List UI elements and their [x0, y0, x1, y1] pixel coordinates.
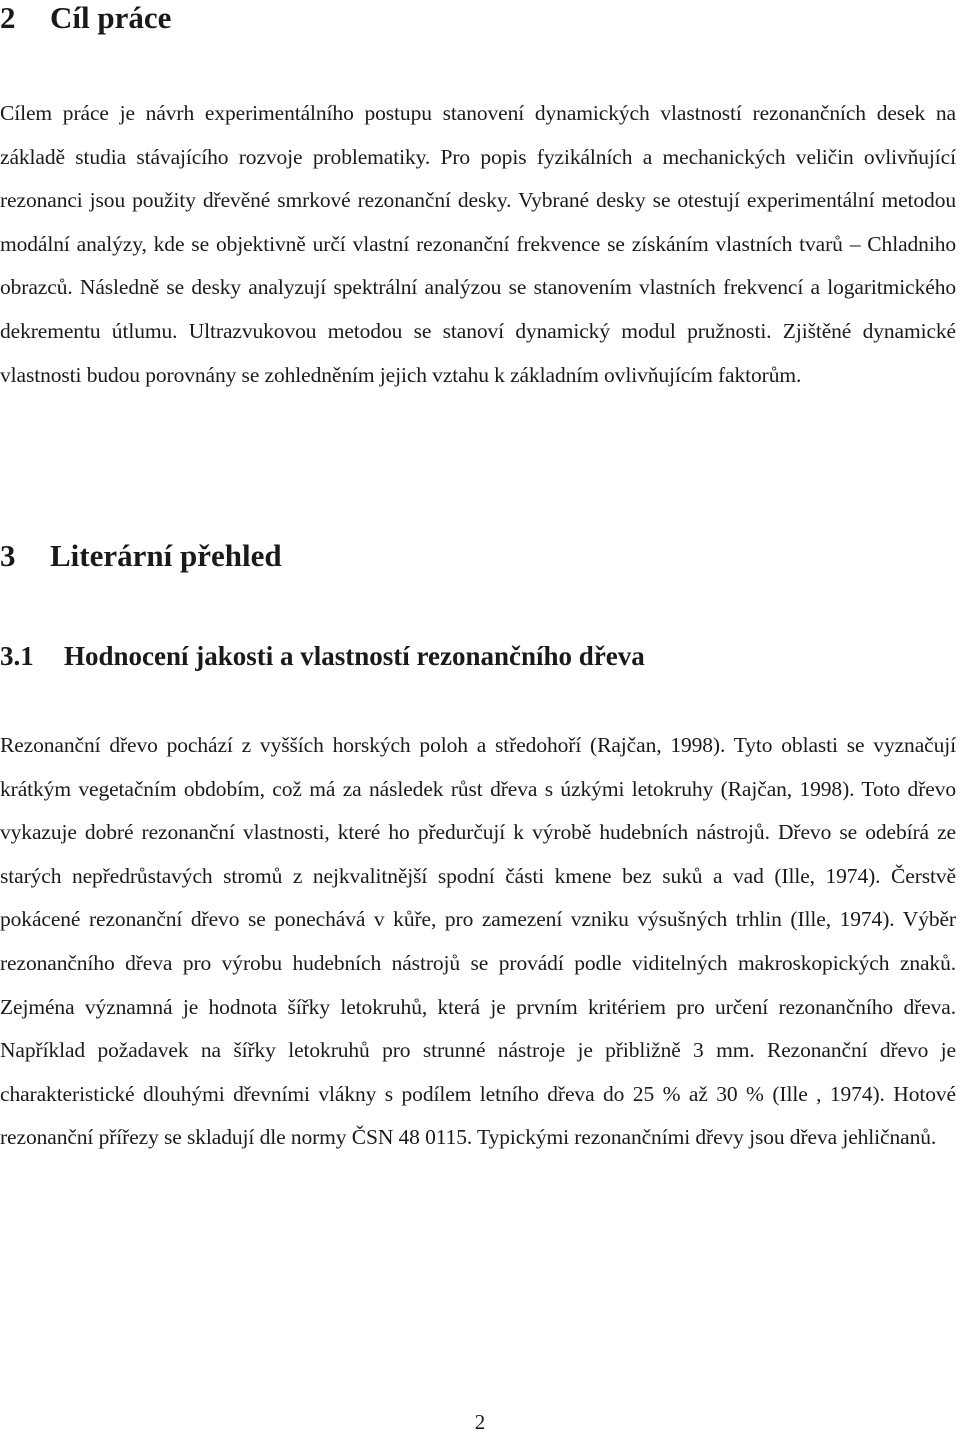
- subsection-number: 3.1: [0, 641, 34, 671]
- section-title: Cíl práce: [50, 0, 172, 35]
- section-number: 3: [0, 538, 16, 573]
- section-heading-cil-prace: [0, 0, 171, 36]
- page-number: 2: [474, 1410, 486, 1434]
- section-paragraph-cil-prace: Cílem práce je návrh experimentálního postupu stanovení dynamických vlastností rezonančních desek na základě studia stávajícího rozvoje problematiky. Pro popis fyzikálních a mechanických veličin ovlivňující rezonanci jsou použity dřevěné smrkové rezonanční desky. Vybrané desky se otestují experimentální metodou modální analýzy, kde se objektivně určí vlastní rezonanční frekvence se získáním vlastních tvarů – Chladniho obrazců. Následně se desky analyzují spektrální analýzou se stanovením vlastních frekvencí a logaritmického dekrementu útlumu. Ultrazvukovou metodou se stanoví dynamický modul pružnosti. Zjištěné dynamické vlastnosti budou porovnány se zohledněním jejich vztahu k základním ovlivňujícím faktorům.: [0, 101, 956, 387]
- subsection-title: Hodnocení jakosti a vlastností rezonančního dřeva: [64, 641, 645, 671]
- section-title: Literární přehled: [50, 538, 282, 573]
- section-heading-literarni-prehled: [0, 538, 282, 574]
- subsection-paragraph-hodnoceni: Rezonanční dřevo pochází z vyšších horských poloh a středohoří (Rajčan, 1998). Tyto oblasti se vyznačují krátkým vegetačním obdobím, což má za následek růst dřeva s úzkými letokruhy (Rajčan, 1998). Toto dřevo vykazuje dobré rezonanční vlastnosti, které ho předurčují k výrobě hudebních nástrojů. Dřevo se odebírá ze starých nepředrůstavých stromů z nejkvalitnější spodní části kmene bez suků a vad (Ille, 1974). Čerstvě pokácené rezonanční dřevo se ponechává v kůře, pro zamezení vzniku výsušných trhlin (Ille, 1974). Výběr rezonančního dřeva pro výrobu hudebních nástrojů se provádí podle viditelných makroskopických znaků. Zejména významná je hodnota šířky letokruhů, která je prvním kritériem pro určení rezonančního dřeva. Například požadavek na šířky letokruhů pro strunné nástroje je přibližně 3 mm. Rezonanční dřevo je charakteristické dlouhými dřevními vlákny s podílem letního dřeva do 25 % až 30 % (Ille , 1974). Hotové rezonanční přířezy se skladují dle normy ČSN 48 0115. Typickými rezonančními dřevy jsou dřeva jehličnanů.: [0, 733, 956, 1150]
- subsection-heading-hodnoceni: [0, 640, 645, 672]
- section-number: 2: [0, 0, 16, 35]
